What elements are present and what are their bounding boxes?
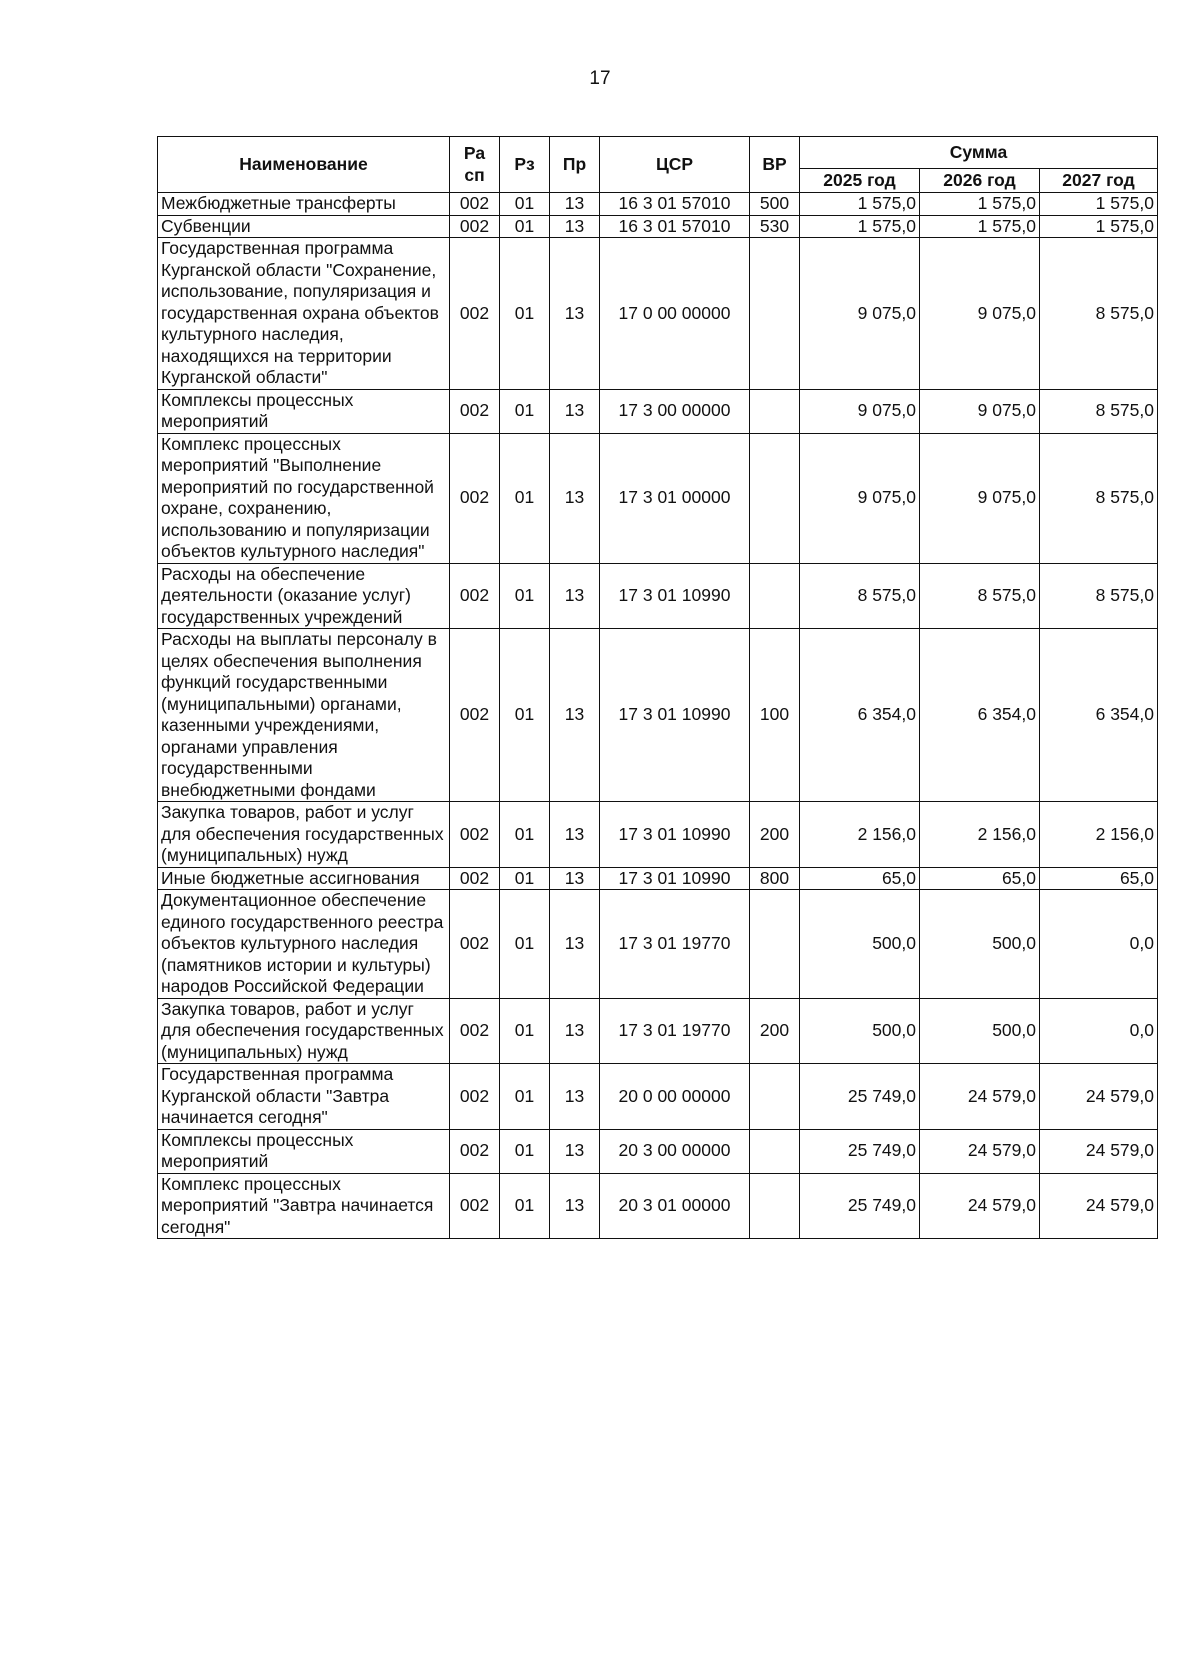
cell-y2026: 9 075,0 <box>920 389 1040 433</box>
table-row <box>158 1129 1158 1173</box>
cell-vr <box>750 433 800 563</box>
header-rasp-line2: сп <box>464 164 485 185</box>
cell-vr: 500 <box>750 193 800 216</box>
cell-y2025: 25 749,0 <box>800 1173 920 1239</box>
header-rasp <box>450 137 500 193</box>
cell-y2026: 8 575,0 <box>920 563 1040 629</box>
cell-y2027: 8 575,0 <box>1040 238 1158 390</box>
header-2025: 2025 год <box>800 169 920 193</box>
cell-y2027: 8 575,0 <box>1040 389 1158 433</box>
header-2026: 2026 год <box>920 169 1040 193</box>
table-row <box>158 563 1158 629</box>
table-row <box>158 1064 1158 1130</box>
header-vr: ВР <box>750 137 800 193</box>
cell-pr: 13 <box>550 802 600 868</box>
header-rasp-line1: Ра <box>463 143 486 163</box>
cell-csr: 17 3 01 00000 <box>600 433 750 563</box>
cell-y2027: 0,0 <box>1040 998 1158 1064</box>
cell-y2025: 25 749,0 <box>800 1129 920 1173</box>
cell-csr: 17 3 00 00000 <box>600 389 750 433</box>
cell-vr <box>750 563 800 629</box>
cell-pr: 13 <box>550 215 600 238</box>
table-row <box>158 238 1158 390</box>
budget-table <box>157 136 1158 1239</box>
cell-rz: 01 <box>500 238 550 390</box>
cell-pr: 13 <box>550 867 600 890</box>
cell-vr <box>750 890 800 999</box>
cell-rasp: 002 <box>450 998 500 1064</box>
cell-name: Комплекс процессных мероприятий "Завтра начинается сегодня" <box>158 1173 450 1239</box>
table-body <box>158 193 1158 1239</box>
header-name: Наименование <box>158 137 450 193</box>
cell-rasp: 002 <box>450 802 500 868</box>
cell-name: Комплекс процессных мероприятий "Выполнение мероприятий по государственной охране, сохранению, использованию и популяризации объектов культурного наследия" <box>158 433 450 563</box>
cell-csr: 16 3 01 57010 <box>600 193 750 216</box>
cell-rasp: 002 <box>450 563 500 629</box>
cell-rz: 01 <box>500 1064 550 1130</box>
cell-rasp: 002 <box>450 867 500 890</box>
cell-name: Иные бюджетные ассигнования <box>158 867 450 890</box>
table-row <box>158 1173 1158 1239</box>
cell-vr <box>750 1173 800 1239</box>
cell-y2025: 25 749,0 <box>800 1064 920 1130</box>
cell-rz: 01 <box>500 193 550 216</box>
cell-rasp: 002 <box>450 1173 500 1239</box>
cell-name: Межбюджетные трансферты <box>158 193 450 216</box>
cell-vr <box>750 1129 800 1173</box>
cell-pr: 13 <box>550 1064 600 1130</box>
cell-pr: 13 <box>550 1173 600 1239</box>
table-row <box>158 389 1158 433</box>
cell-y2027: 8 575,0 <box>1040 563 1158 629</box>
cell-rz: 01 <box>500 215 550 238</box>
header-rz: Рз <box>500 137 550 193</box>
cell-name: Закупка товаров, работ и услуг для обеспечения государственных (муниципальных) нужд <box>158 802 450 868</box>
cell-csr: 17 3 01 19770 <box>600 890 750 999</box>
cell-pr: 13 <box>550 238 600 390</box>
cell-name: Государственная программа Курганской области "Завтра начинается сегодня" <box>158 1064 450 1130</box>
cell-y2027: 8 575,0 <box>1040 433 1158 563</box>
cell-y2027: 24 579,0 <box>1040 1173 1158 1239</box>
cell-name: Субвенции <box>158 215 450 238</box>
cell-rasp: 002 <box>450 389 500 433</box>
cell-rasp: 002 <box>450 1064 500 1130</box>
cell-pr: 13 <box>550 629 600 802</box>
cell-csr: 17 3 01 10990 <box>600 563 750 629</box>
cell-y2025: 2 156,0 <box>800 802 920 868</box>
cell-y2026: 24 579,0 <box>920 1129 1040 1173</box>
cell-y2026: 500,0 <box>920 890 1040 999</box>
cell-vr: 100 <box>750 629 800 802</box>
cell-rz: 01 <box>500 1173 550 1239</box>
cell-vr <box>750 1064 800 1130</box>
cell-rasp: 002 <box>450 433 500 563</box>
cell-name: Комплексы процессных мероприятий <box>158 1129 450 1173</box>
cell-vr <box>750 389 800 433</box>
table-row <box>158 867 1158 890</box>
cell-y2025: 500,0 <box>800 998 920 1064</box>
header-csr: ЦСР <box>600 137 750 193</box>
cell-y2026: 9 075,0 <box>920 433 1040 563</box>
table-row <box>158 193 1158 216</box>
cell-pr: 13 <box>550 890 600 999</box>
cell-pr: 13 <box>550 389 600 433</box>
cell-rasp: 002 <box>450 238 500 390</box>
cell-y2027: 24 579,0 <box>1040 1064 1158 1130</box>
cell-pr: 13 <box>550 433 600 563</box>
cell-pr: 13 <box>550 1129 600 1173</box>
cell-vr: 800 <box>750 867 800 890</box>
cell-y2027: 1 575,0 <box>1040 215 1158 238</box>
cell-y2026: 9 075,0 <box>920 238 1040 390</box>
cell-y2026: 24 579,0 <box>920 1064 1040 1130</box>
cell-name: Расходы на обеспечение деятельности (оказание услуг) государственных учреждений <box>158 563 450 629</box>
cell-y2025: 8 575,0 <box>800 563 920 629</box>
cell-y2025: 500,0 <box>800 890 920 999</box>
cell-csr: 17 3 01 10990 <box>600 629 750 802</box>
cell-csr: 20 3 01 00000 <box>600 1173 750 1239</box>
cell-name: Комплексы процессных мероприятий <box>158 389 450 433</box>
cell-y2027: 24 579,0 <box>1040 1129 1158 1173</box>
cell-pr: 13 <box>550 563 600 629</box>
cell-rasp: 002 <box>450 890 500 999</box>
table-row <box>158 998 1158 1064</box>
cell-pr: 13 <box>550 998 600 1064</box>
cell-csr: 17 3 01 10990 <box>600 867 750 890</box>
cell-rz: 01 <box>500 867 550 890</box>
cell-vr: 200 <box>750 802 800 868</box>
cell-rasp: 002 <box>450 629 500 802</box>
cell-y2026: 1 575,0 <box>920 215 1040 238</box>
cell-y2027: 65,0 <box>1040 867 1158 890</box>
cell-name: Государственная программа Курганской области "Сохранение, использование, популяризация и государственная охрана объектов культурного наследия, находящихся на территории Курганской области" <box>158 238 450 390</box>
cell-y2026: 2 156,0 <box>920 802 1040 868</box>
cell-csr: 20 0 00 00000 <box>600 1064 750 1130</box>
cell-rz: 01 <box>500 433 550 563</box>
table-row <box>158 215 1158 238</box>
cell-name: Закупка товаров, работ и услуг для обеспечения государственных (муниципальных) нужд <box>158 998 450 1064</box>
table-row <box>158 629 1158 802</box>
cell-rz: 01 <box>500 1129 550 1173</box>
cell-vr: 530 <box>750 215 800 238</box>
cell-csr: 16 3 01 57010 <box>600 215 750 238</box>
cell-y2026: 6 354,0 <box>920 629 1040 802</box>
cell-y2027: 0,0 <box>1040 890 1158 999</box>
cell-rasp: 002 <box>450 193 500 216</box>
cell-csr: 17 0 00 00000 <box>600 238 750 390</box>
cell-csr: 17 3 01 19770 <box>600 998 750 1064</box>
cell-rasp: 002 <box>450 1129 500 1173</box>
table-row <box>158 890 1158 999</box>
cell-y2025: 9 075,0 <box>800 238 920 390</box>
cell-y2025: 1 575,0 <box>800 215 920 238</box>
header-sum: Сумма <box>800 137 1158 169</box>
header-pr: Пр <box>550 137 600 193</box>
header-2027: 2027 год <box>1040 169 1158 193</box>
cell-name: Расходы на выплаты персоналу в целях обеспечения выполнения функций государственными (муниципальными) органами, казенными учреждениями, органами управления государственными внебюджетными фондами <box>158 629 450 802</box>
cell-csr: 17 3 01 10990 <box>600 802 750 868</box>
cell-y2027: 6 354,0 <box>1040 629 1158 802</box>
cell-y2025: 6 354,0 <box>800 629 920 802</box>
cell-rz: 01 <box>500 802 550 868</box>
cell-y2027: 2 156,0 <box>1040 802 1158 868</box>
cell-y2027: 1 575,0 <box>1040 193 1158 216</box>
cell-y2025: 65,0 <box>800 867 920 890</box>
cell-y2026: 500,0 <box>920 998 1040 1064</box>
cell-rz: 01 <box>500 998 550 1064</box>
cell-pr: 13 <box>550 193 600 216</box>
cell-y2025: 9 075,0 <box>800 389 920 433</box>
cell-vr: 200 <box>750 998 800 1064</box>
cell-rz: 01 <box>500 389 550 433</box>
cell-rz: 01 <box>500 563 550 629</box>
table-row <box>158 802 1158 868</box>
cell-y2026: 24 579,0 <box>920 1173 1040 1239</box>
page-number: 17 <box>589 68 611 89</box>
cell-y2025: 9 075,0 <box>800 433 920 563</box>
cell-y2026: 65,0 <box>920 867 1040 890</box>
table-row <box>158 433 1158 563</box>
cell-rz: 01 <box>500 890 550 999</box>
cell-csr: 20 3 00 00000 <box>600 1129 750 1173</box>
cell-y2026: 1 575,0 <box>920 193 1040 216</box>
cell-rz: 01 <box>500 629 550 802</box>
table-header <box>158 137 1158 193</box>
cell-y2025: 1 575,0 <box>800 193 920 216</box>
cell-rasp: 002 <box>450 215 500 238</box>
cell-vr <box>750 238 800 390</box>
cell-name: Документационное обеспечение единого государственного реестра объектов культурного наследия (памятников истории и культуры) народов Российской Федерации <box>158 890 450 999</box>
